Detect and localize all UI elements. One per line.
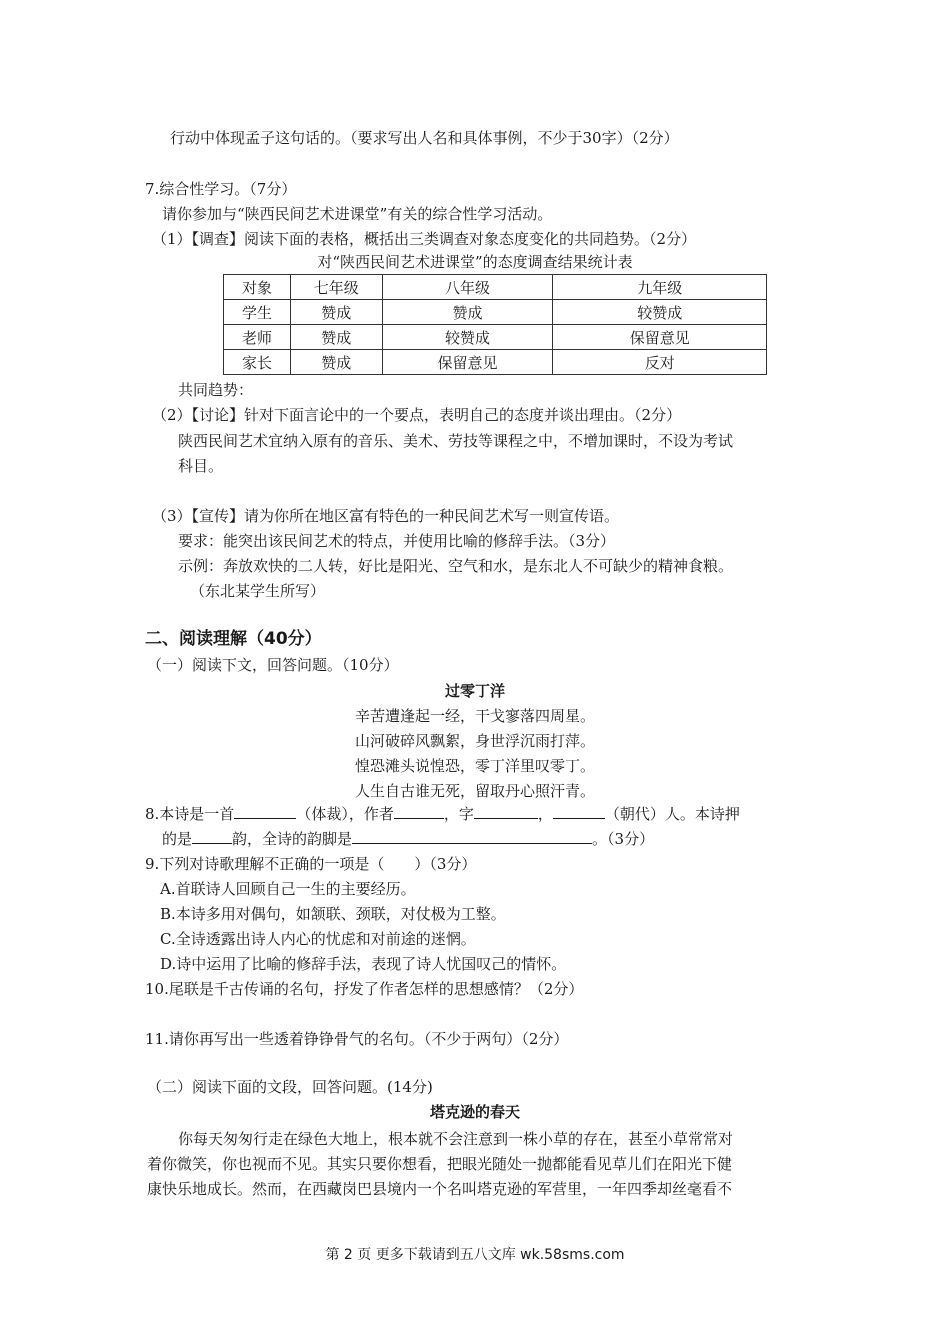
poem-line: 辛苦遭逢起一经，干戈寥落四周星。 [354, 707, 595, 725]
q7-part2-text-2: 科目。 [178, 457, 224, 475]
q8-text: 。（3分） [592, 830, 655, 848]
poem-line: 山河破碎风飘絮，身世浮沉雨打萍。 [354, 732, 595, 750]
essay-line: 你每天匆匆行走在绿色大地上，根本就不会注意到一株小草的存在，甚至小草常常对 [178, 1130, 734, 1148]
table-cell: 反对 [553, 350, 767, 375]
q7-part1: （1）【调查】阅读下面的表格，概括出三类调查对象态度变化的共同趋势。（2分） [152, 230, 697, 248]
table-cell: 赞成 [290, 325, 382, 350]
q8-text: ， [537, 805, 553, 823]
q8-line-1 [145, 803, 740, 825]
table-cell: 学生 [224, 300, 291, 325]
survey-table [223, 274, 767, 375]
q9-option-d[interactable]: D.诗中运用了比喻的修辞手法，表现了诗人忧国叹己的情怀。 [160, 955, 567, 973]
table-cell: 保留意见 [382, 350, 553, 375]
table-header: 八年级 [382, 275, 553, 300]
essay-line: 着你微笑，你也视而不见。其实只要你想看，把眼光随处一抛都能看见草儿们在阳光下健 [147, 1155, 733, 1173]
table-header: 九年级 [553, 275, 767, 300]
table-cell: 赞成 [290, 300, 382, 325]
table-cell: 老师 [224, 325, 291, 350]
table-cell: 较赞成 [382, 325, 553, 350]
q9: 9.下列对诗歌理解不正确的一项是（ ）（3分） [145, 855, 477, 873]
q8-text: 韵，全诗的韵脚是 [232, 830, 353, 848]
table-header-row [224, 275, 767, 300]
q8-text: 的是 [162, 830, 193, 848]
table-cell: 赞成 [382, 300, 553, 325]
q7-part3-req: 要求：能突出该民间艺术的特点，并使用比喻的修辞手法。（3分） [178, 532, 616, 550]
subsection-1-title: （一）阅读下文，回答问题。（10分） [147, 656, 399, 674]
table-row [224, 350, 767, 375]
answer-blank-courtesy-name[interactable] [474, 803, 538, 819]
subsection-2-title: （二）阅读下面的文段，回答问题。(14分) [147, 1078, 433, 1096]
answer-blank-rhyme-words[interactable] [352, 828, 592, 844]
poem-line: 人生自古谁无死，留取丹心照汗青。 [354, 782, 595, 800]
q7-title: 7.综合性学习。（7分） [145, 180, 297, 198]
page-footer: 第 2 页 更多下载请到五八文库 wk.58sms.com [325, 1247, 625, 1263]
q8-line-2 [162, 828, 654, 850]
q7-part2-text-1: 陕西民间艺术宜纳入原有的音乐、美术、劳技等课程之中，不增加课时，不设为考试 [178, 432, 734, 450]
poem-title: 过零丁洋 [444, 682, 505, 700]
essay-line: 康快乐地成长。然而，在西藏岗巴县境内一个名叫塔克逊的军营里，一年四季却丝毫看不 [147, 1180, 733, 1198]
table-row [224, 300, 767, 325]
section-2-title: 二、阅读理解（40分） [145, 629, 322, 649]
answer-blank-genre[interactable] [234, 803, 296, 819]
answer-blank-rhyme[interactable] [192, 828, 232, 844]
trend-label: 共同趋势： [178, 381, 254, 399]
answer-blank-author[interactable] [394, 803, 444, 819]
q8-text: 8.本诗是一首 [145, 805, 235, 823]
q8-text: （朝代）人。本诗押 [604, 805, 740, 823]
q7-intro: 请你参加与“陕西民间艺术进课堂”有关的综合性学习活动。 [162, 205, 553, 223]
table-cell: 赞成 [290, 350, 382, 375]
table-title: 对“陕西民间艺术进课堂”的态度调查结果统计表 [317, 253, 633, 271]
table-cell: 保留意见 [553, 325, 767, 350]
q7-part3-example-1: 示例：奔放欢快的二人转，好比是阳光、空气和水，是东北人不可缺少的精神食粮。 [178, 557, 734, 575]
q10: 10.尾联是千古传诵的名句，抒发了作者怎样的思想感情？（2分） [145, 980, 584, 998]
q7-part3-example-2: （东北某学生所写） [190, 582, 326, 600]
q9-option-b[interactable]: B.本诗多用对偶句，如颔联、颈联，对仗极为工整。 [160, 905, 506, 923]
answer-blank-dynasty[interactable] [553, 803, 605, 819]
q6-tail: 行动中体现孟子这句话的。（要求写出人名和具体事例，不少于30字）（2分） [170, 129, 679, 147]
essay-title: 塔克逊的春天 [429, 1103, 520, 1121]
q9-option-c[interactable]: C.全诗透露出诗人内心的忧虑和对前途的迷惘。 [160, 930, 476, 948]
q8-text: ，字 [443, 805, 474, 823]
poem-line: 惶恐滩头说惶恐，零丁洋里叹零丁。 [354, 757, 595, 775]
q9-option-a[interactable]: A.首联诗人回顾自己一生的主要经历。 [160, 880, 416, 898]
q11: 11.请你再写出一些透着铮铮骨气的名句。（不少于两句）（2分） [145, 1030, 569, 1048]
table-cell: 家长 [224, 350, 291, 375]
table-cell: 较赞成 [553, 300, 767, 325]
q7-part2: （2）【讨论】针对下面言论中的一个要点，表明自己的态度并谈出理由。（2分） [152, 406, 682, 424]
table-row [224, 325, 767, 350]
q7-part3: （3）【宣传】请为你所在地区富有特色的一种民间艺术写一则宣传语。 [152, 507, 620, 525]
q8-text: （体裁），作者 [296, 805, 394, 823]
table-header: 对象 [224, 275, 291, 300]
table-header: 七年级 [290, 275, 382, 300]
